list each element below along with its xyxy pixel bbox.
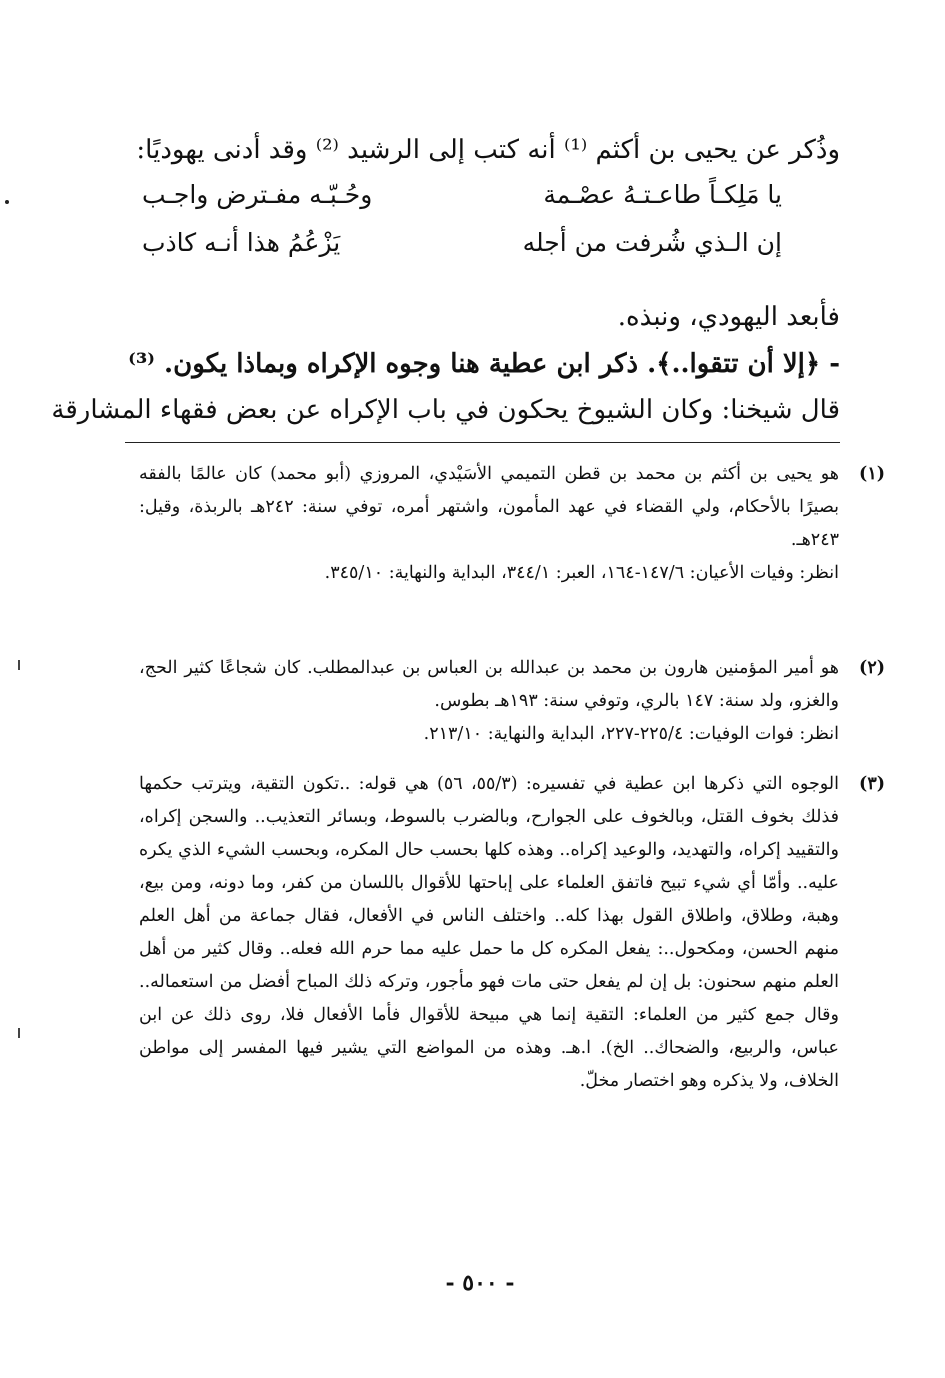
poem-verse-2 xyxy=(142,228,782,272)
footnote-2-paragraph-2: انظر: فوات الوفيات: ٢٢٥/٤-٢٢٧، البداية والنهاية: ٢١٣/١٠. xyxy=(423,724,839,744)
poem-verse-1 xyxy=(142,180,782,224)
main-text-line-1: وذُكر عن يحيى بن أكثم ⁽¹⁾ أنه كتب إلى الرشيد ⁽²⁾ وقد أدنى يهوديًا: xyxy=(136,135,840,165)
main-text-line-6: قال شيخنا: وكان الشيوخ يحكون في باب الإكراه عن بعض فقهاء المشارقة xyxy=(51,395,840,425)
poem-verse-2-second-hemistich: يَزْعُمُ هذا أنـه كاذب xyxy=(142,228,341,257)
poem-verse-1-second-hemistich: وحُـبّـه مفـترض واجـب xyxy=(142,180,373,209)
poem-verse-1-first-hemistich: يا مَلِكـاً طاعـتـهُ عصْـمة xyxy=(543,180,782,209)
footnote-3-number: (٣) xyxy=(859,774,885,794)
page-number: - ٥٠٠ - xyxy=(445,1270,515,1296)
footnote-1 xyxy=(139,458,885,648)
poem-verse-2-first-hemistich: إن الـذي شُرفت من أجله xyxy=(522,228,782,257)
footnote-2-paragraph-1: هو أمير المؤمنين هارون بن محمد بن عبدالله بن العباس بن عبدالمطلب. كان شجاعًا كثير الحج، والغزو، ولد سنة: ١٤٧ بالري، وتوفي سنة: ١٩٣هـ بطوس. xyxy=(139,658,839,711)
footnote-1-number: (١) xyxy=(859,464,885,484)
margin-dot xyxy=(5,200,9,204)
footnote-2 xyxy=(139,652,885,762)
footnote-1-paragraph-1: هو يحيى بن أكثم بن محمد بن قطن التميمي الأسَيْدي، المروزي (أبو محمد) كان عالمًا بالفقه بصيرًا بالأحكام، ولي القضاء في عهد المأمون، واشتهر أمره، توفي سنة: ٢٤٢هـ بالربذة، وقيل: ٢٤٣هـ. xyxy=(139,464,839,550)
margin-tick xyxy=(18,1028,20,1038)
footnote-separator-rule xyxy=(125,442,840,443)
main-text-line-5: - ﴿إلا أن تتقوا..﴾. ذكر ابن عطية هنا وجوه الإكراه وبماذا يكون. ⁽³⁾ xyxy=(128,349,840,379)
margin-tick xyxy=(18,660,20,670)
footnote-3 xyxy=(139,768,885,1248)
footnote-2-number: (٢) xyxy=(859,658,885,678)
footnote-3-paragraph-1: الوجوه التي ذكرها ابن عطية في تفسيره: (٥٥/٣، ٥٦) هي قوله: ..تكون التقية، ويترتب حكمها فذلك بخوف القتل، وبالخوف على الجوارح، وبالضرب بالسوط، وبسائر التعذيب.. والسجن إكراه، والتقييد إكراه، والتهديد، والوعيد إكراه.. وهذه كلها بحسب حال المكره، وبحسب الشيء الذي يكره عليه.. وأمّا أي شيء تبيح فاتفق العلماء على إباحتها للأقوال باللسان من كفر، وما دونه، ومن بيع، وهبة، وطلاق، واطلاق القول بهذا كله.. واختلف الناس في الأفعال، فقال جماعة من أهل العلم منهم الحسن، ومكحول..: يفعل المكره كل ما حمل عليه مما حرم الله فعله.. وقال كثير من أهل العلم منهم سحنون: بل إن لم يفعل حتى مات فهو مأجور، وتركه ذلك المباح أفضل من استعماله.. وقال جمع كثير من العلماء: التقية إنما هي مبيحة للأقوال فأما الأفعال فلا، روى ذلك عن ابن عباس، والربيع، والضحاك.. الخ). ا.هـ. وهذه من المواضع التي يشير فيها المفسر إلى مواطن الخلاف، ولا يذكره وهو اختصار مخلّ. xyxy=(139,774,839,1091)
main-text-line-4: فأبعد اليهودي، ونبذه. xyxy=(617,302,840,332)
footnote-1-paragraph-2: انظر: وفيات الأعيان: ١٤٧/٦-١٦٤، العبر: ٣٤٤/١، البداية والنهاية: ٣٤٥/١٠. xyxy=(324,563,839,583)
